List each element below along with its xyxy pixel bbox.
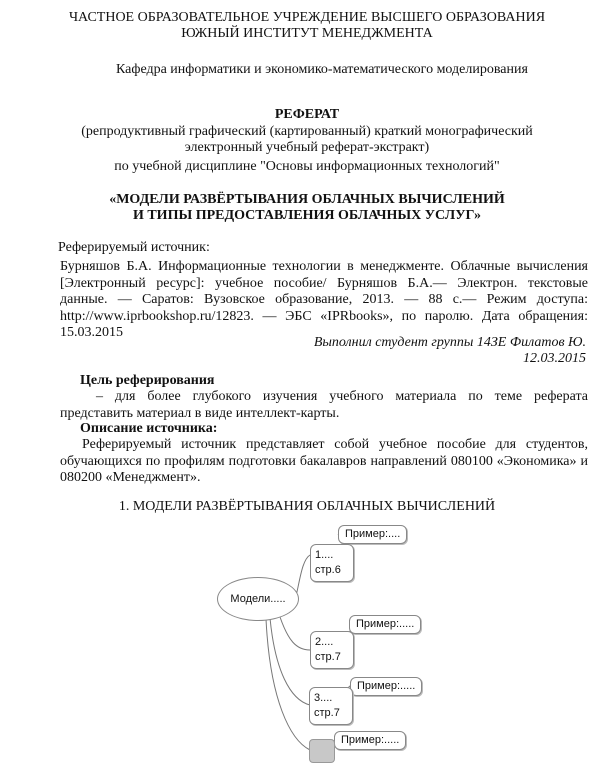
topic-1-page: стр.6: [315, 564, 341, 576]
topic-2-label: 2....: [315, 636, 334, 648]
mindmap-example-4[interactable]: Пример:.....: [334, 731, 406, 750]
description-heading: Описание источника:: [80, 421, 218, 436]
topic-2-page: стр.7: [315, 651, 341, 663]
doc-type-subtitle-1: (репродуктивный графический (картированный) краткий монографический: [81, 124, 533, 139]
mindmap-topic-2[interactable]: [310, 631, 354, 669]
goal-heading: Цель реферирования: [80, 373, 215, 388]
doc-type-subtitle-2: электронный учебный реферат-экстракт): [184, 140, 430, 155]
topic-title-line-2: И ТИПЫ ПРЕДОСТАВЛЕНИЯ ОБЛАЧНЫХ УСЛУГ»: [132, 208, 482, 223]
source-citation: Бурняшов Б.А. Информационные технологии в менеджменте. Облачные вычисления [Электронный ресурс]: учебное пособие/ Бурняшов Б.А.— Электрон. текстовые данные. — Саратов: Вузовское образование, 2013. — 88 с.— Режим доступа: http://www.iprbookshop.ru/12823. — ЭБС «IPRbooks», по паролю. Дата обращения: 15.03.2015: [60, 259, 588, 340]
mindmap-central-node[interactable]: [217, 577, 299, 621]
section-title: 1. МОДЕЛИ РАЗВЁРТЫВАНИЯ ОБЛАЧНЫХ ВЫЧИСЛЕНИЙ: [118, 499, 496, 514]
mindmap-example-2[interactable]: Пример:.....: [349, 615, 421, 634]
signature-date: 12.03.2015: [523, 351, 586, 366]
topic-1-label: 1....: [315, 549, 334, 561]
mindmap-central-label: Модели.....: [230, 593, 286, 605]
doc-type-title: РЕФЕРАТ: [274, 107, 340, 122]
source-label: Реферируемый источник:: [58, 240, 210, 255]
goal-text: – для более глубокого изучения учебного материала по теме реферата представить материал в виде интеллект-карты.: [60, 389, 588, 421]
mindmap-example-3[interactable]: Пример:.....: [350, 677, 422, 696]
mindmap-collapsed-node[interactable]: [309, 739, 335, 763]
institution-line-2: ЮЖНЫЙ ИНСТИТУТ МЕНЕДЖМЕНТА: [181, 26, 433, 41]
description-text: Реферируемый источник представляет собой учебное пособие для студентов, обучающихся по профилям подготовки бакалавров направлений 080100 «Экономика» и 080200 «Менеджмент».: [60, 437, 588, 485]
topic-3-label: 3....: [314, 692, 333, 704]
topic-title-line-1: «МОДЕЛИ РАЗВЁРТЫВАНИЯ ОБЛАЧНЫХ ВЫЧИСЛЕНИЙ: [109, 192, 505, 207]
signature-performed-by: Выполнил студент группы 14ЗЕ Филатов Ю.: [313, 335, 586, 350]
mindmap-example-1[interactable]: Пример:....: [338, 525, 407, 544]
institution-line-1: ЧАСТНОЕ ОБРАЗОВАТЕЛЬНОЕ УЧРЕЖДЕНИЕ ВЫСШЕГО ОБРАЗОВАНИЯ: [68, 10, 546, 25]
mindmap-topic-1[interactable]: [310, 544, 354, 582]
topic-3-page: стр.7: [314, 707, 340, 719]
department-name: Кафедра информатики и экономико-математического моделирования: [116, 62, 528, 77]
discipline: по учебной дисциплине "Основы информационных технологий": [114, 159, 500, 174]
mindmap-topic-3[interactable]: [309, 687, 353, 725]
